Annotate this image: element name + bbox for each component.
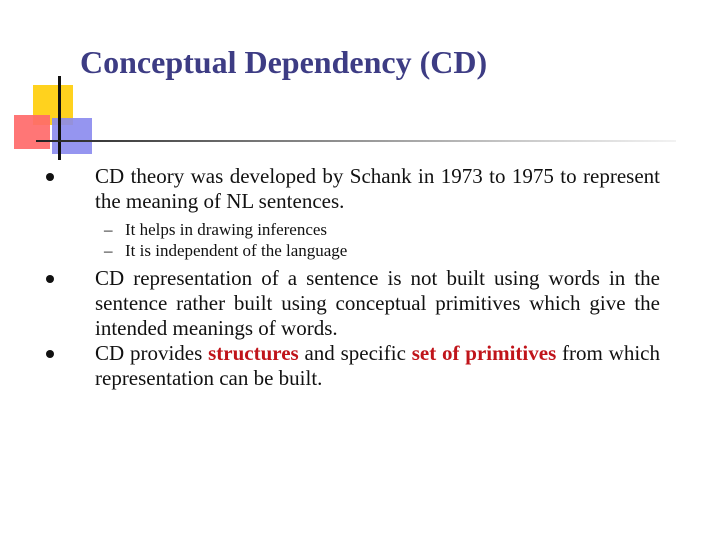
dash-icon: – xyxy=(104,220,113,239)
bullet-text: CD provides structures and specific set of primitives from which representation can be built. xyxy=(40,341,660,391)
decor-vertical-line xyxy=(58,76,61,160)
bullet-text: CD representation of a sentence is not built using words in the sentence rather built using conceptual primitives which give the intended meanings of words. xyxy=(40,266,660,341)
highlight-structures: structures xyxy=(208,341,299,365)
bullet-item-3 xyxy=(40,341,660,391)
slide-body xyxy=(40,160,660,391)
sub-item: – It helps in drawing inferences xyxy=(104,220,328,239)
bullet-item-1 xyxy=(40,164,660,261)
bullet-dot-icon xyxy=(46,275,54,283)
bullet-dot-icon xyxy=(46,350,54,358)
bullet-text: CD theory was developed by Schank in 1973 to 1975 to represent the meaning of NL sentences. xyxy=(40,164,660,214)
bullet-item-2 xyxy=(40,266,660,341)
title-underline xyxy=(36,140,676,142)
sub-item: – It is independent of the language xyxy=(104,241,348,260)
sub-list xyxy=(40,219,660,261)
highlight-set-of-primitives: set of primitives xyxy=(411,341,557,365)
dash-icon: – xyxy=(104,241,113,260)
decor-red-square xyxy=(14,115,50,149)
bullet-dot-icon xyxy=(46,173,54,181)
slide-title: Conceptual Dependency (CD) xyxy=(80,44,488,80)
